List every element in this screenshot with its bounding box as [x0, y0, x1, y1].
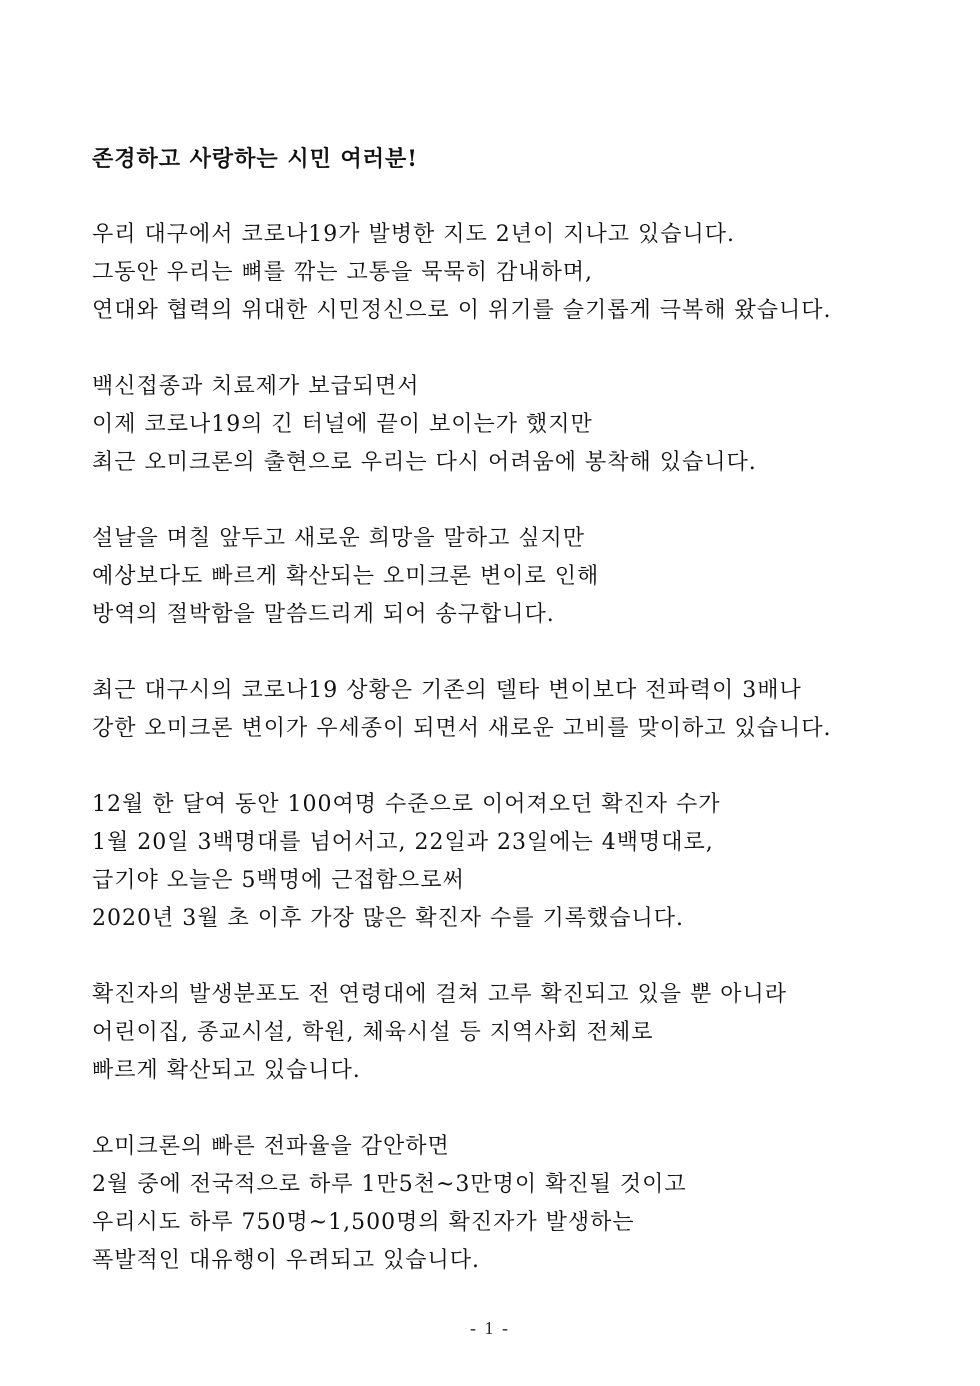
text-line: 확진자의 발생분포도 전 연령대에 걸쳐 고루 확진되고 있을 뿐 아니라: [92, 982, 787, 1007]
text-line: 이제 코로나19의 긴 터널에 끝이 보이는가 했지만: [92, 412, 593, 437]
paragraph: [92, 368, 902, 482]
text-line: 빠르게 확산되고 있습니다.: [92, 1058, 361, 1083]
text-line: 최근 오미크론의 출현으로 우리는 다시 어려움에 봉착해 있습니다.: [92, 450, 757, 475]
paragraph: [92, 786, 902, 938]
text-line: 오미크론의 빠른 전파율을 감안하면: [92, 1134, 450, 1159]
text-line: 최근 대구시의 코로나19 상황은 기존의 델타 변이보다 전파력이 3배나: [92, 678, 802, 703]
greeting-heading: 존경하고 사랑하는 시민 여러분!: [92, 146, 418, 172]
text-line: 백신접종과 치료제가 보급되면서: [92, 374, 420, 399]
text-line: 12월 한 달여 동안 100여명 수준으로 이어져오던 확진자 수가: [92, 792, 721, 817]
document-body: [92, 140, 902, 1318]
text-line: 2020년 3월 초 이후 가장 많은 확진자 수를 기록했습니다.: [92, 906, 684, 931]
text-line: 예상보다도 빠르게 확산되는 오미크론 변이로 인해: [92, 564, 600, 589]
text-line: 급기야 오늘은 5백명에 근접함으로써: [92, 868, 465, 893]
text-line: 폭발적인 대유행이 우려되고 있습니다.: [92, 1248, 481, 1273]
text-line: 연대와 협력의 위대한 시민정신으로 이 위기를 슬기롭게 극복해 왔습니다.: [92, 298, 832, 323]
paragraph: [92, 976, 902, 1090]
paragraph: [92, 520, 902, 634]
text-line: 2월 중에 전국적으로 하루 1만5천~3만명이 확진될 것이고: [92, 1172, 687, 1197]
text-line: 우리시도 하루 750명~1,500명의 확진자가 발생하는: [92, 1210, 635, 1235]
page-number: - 1 -: [470, 1318, 510, 1338]
text-line: 1월 20일 3백명대를 넘어서고, 22일과 23일에는 4백명대로,: [92, 830, 714, 855]
paragraph: [92, 672, 902, 748]
text-line: 방역의 절박함을 말씀드리게 되어 송구합니다.: [92, 602, 555, 627]
text-line: 강한 오미크론 변이가 우세종이 되면서 새로운 고비를 맞이하고 있습니다.: [92, 716, 832, 741]
text-line: 그동안 우리는 뼈를 깎는 고통을 묵묵히 감내하며,: [92, 260, 593, 285]
text-line: 우리 대구에서 코로나19가 발병한 지도 2년이 지나고 있습니다.: [92, 222, 735, 247]
text-line: 설날을 며칠 앞두고 새로운 희망을 말하고 싶지만: [92, 526, 586, 551]
paragraph: [92, 1128, 902, 1280]
text-line: 어린이집, 종교시설, 학원, 체육시설 등 지역사회 전체로: [92, 1020, 654, 1045]
paragraph: [92, 216, 902, 330]
